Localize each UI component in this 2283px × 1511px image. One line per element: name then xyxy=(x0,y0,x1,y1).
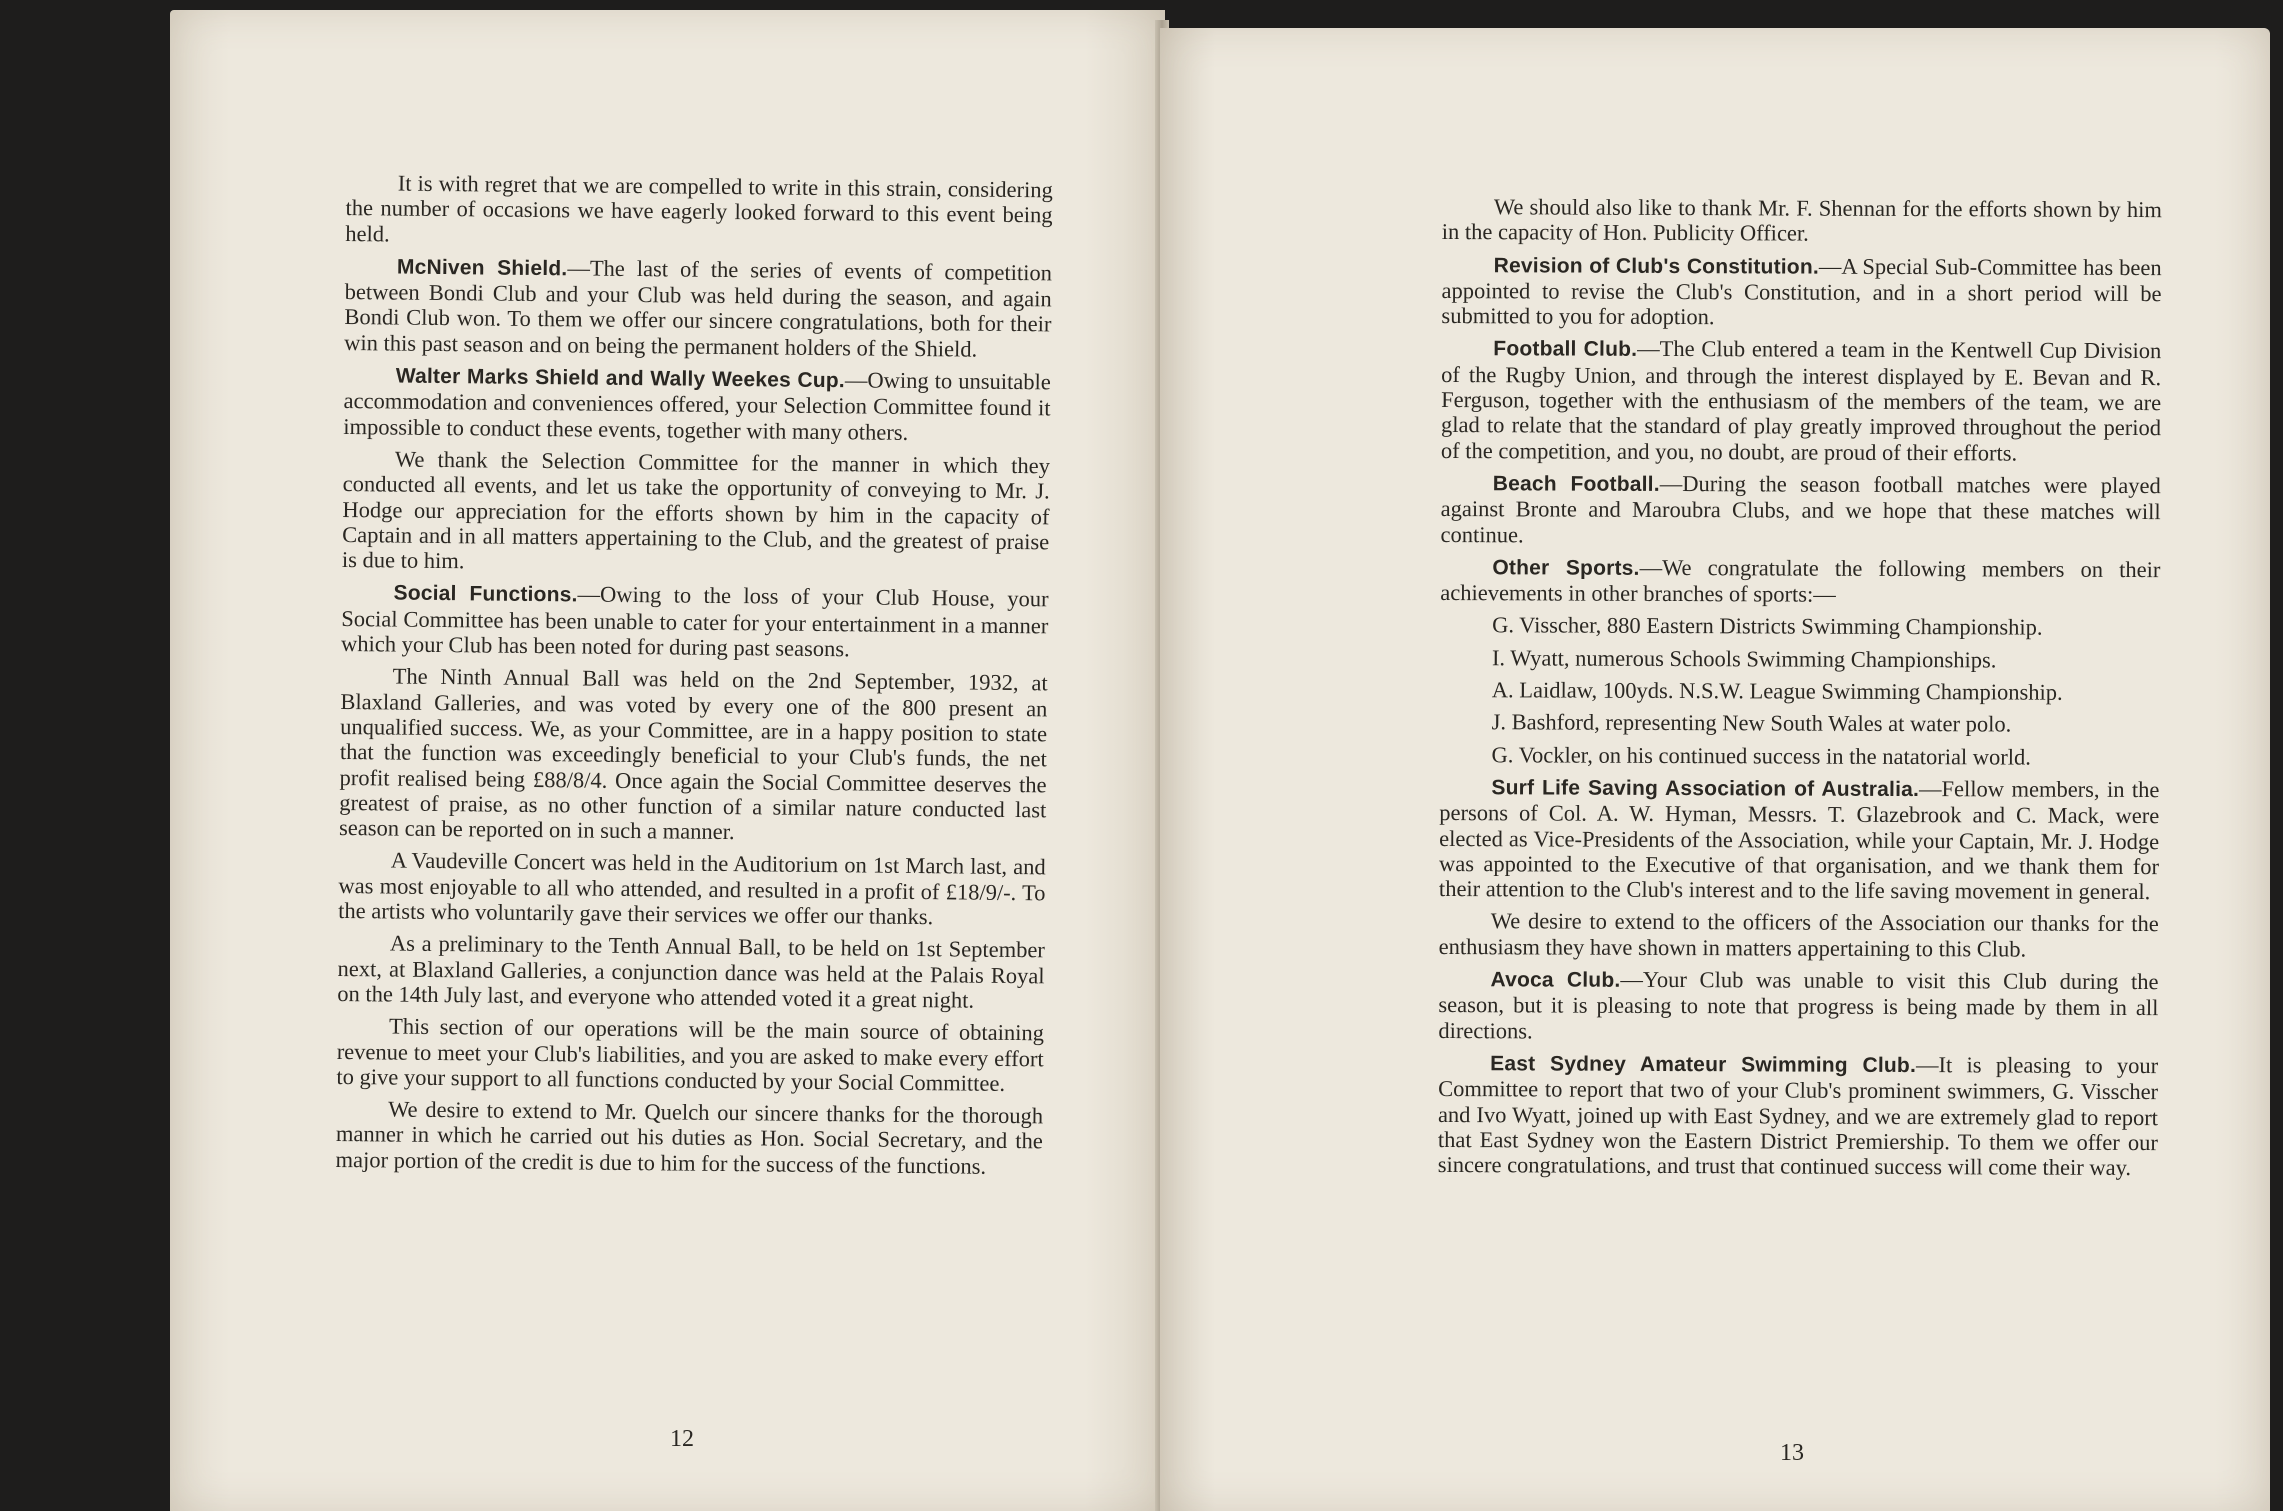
section-heading: Social Functions. xyxy=(393,581,578,607)
paragraph: We desire to extend to Mr. Quelch our sincere thanks for the thorough manner in which he carried out his duties as Hon. Social Secretary, and the major portion of the credit is due to him for the success of the functions. xyxy=(335,1096,1044,1179)
paragraph: We desire to extend to the officers of the Association our thanks for the enthusiasm they have shown in matters appertaining to this Club. xyxy=(1438,908,2159,962)
section-heading: East Sydney Amateur Swimming Club. xyxy=(1490,1052,1917,1077)
paragraph: East Sydney Amateur Swimming Club.—It is pleasing to your Committee to report that two of your Club's prominent swimmers, G. Visscher and Ivo Wyatt, joined up with East Sydney, and we are extremely glad to report that East Sydney won the Eastern District Premiership. To them we offer our sincere congratulations, and trust that continued success will come their way. xyxy=(1437,1051,2159,1181)
left-page xyxy=(170,10,1165,1511)
paragraph: Avoca Club.—Your Club was unable to visit this Club during the season, but it is pleasing to note that progress is being made by them in all directions. xyxy=(1438,966,2159,1044)
paragraph: Social Functions.—Owing to the loss of your Club House, your Social Committee has been unable to cater for your entertainment in a manner which your Club has been noted for during past seasons. xyxy=(340,581,1049,662)
booklet-spread xyxy=(170,10,2250,1511)
section-heading: Other Sports. xyxy=(1492,556,1640,580)
section-heading: Walter Marks Shield and Wally Weekes Cup. xyxy=(395,364,846,393)
paragraph: Surf Life Saving Association of Australia.—Fellow members, in the persons of Col. A. W. Hyman, Messrs. T. Glazebrook and C. Mack, were elected as Vice-Presidents of the Association, while your Captain, Mr. J. Hodge was appointed to the Executive of that organisation, and we thank them for their attention to the Club's interest and to the life saving movement in general. xyxy=(1438,776,2160,905)
right-page xyxy=(1160,28,2270,1511)
paragraph: A Vaudeville Concert was held in the Auditorium on 1st March last, and was most enjoyable to all who attended, and resulted in a profit of £18/9/-. To the artists who voluntarily gave their services we offer our thanks. xyxy=(338,847,1046,930)
section-heading: Beach Football. xyxy=(1492,472,1660,496)
paragraph: It is with regret that we are compelled to write in this strain, considering the number of occasions we have eagerly looked forward to this event being held. xyxy=(345,170,1053,247)
paragraph: Football Club.—The Club entered a team in the Kentwell Cup Division of the Rugby Union, and through the interest displayed by E. Bevan and R. Ferguson, together with the enthusiasm of the members of the team, we are glad to relate that the standard of play greatly improved throughout the period of the competition, and you, no doubt, are proud of their efforts. xyxy=(1440,336,2162,466)
list-item: G. Visscher, 880 Eastern Districts Swimming Championship. xyxy=(1492,612,2043,641)
section-heading: Surf Life Saving Association of Australia. xyxy=(1491,776,1920,802)
list-item: A. Laidlaw, 100yds. N.S.W. League Swimming Championship. xyxy=(1491,677,2063,705)
left-page-text xyxy=(335,170,1053,1186)
paragraph: The Ninth Annual Ball was held on the 2nd September, 1932, at Blaxland Galleries, and was voted by every one of the 800 present an unqualified success. We, as your Committee, are in a happy position to state that the function was exceedingly beneficial to your Club's funds, the net profit realised being £88/8/4. Once again the Social Committee deserves the greatest of praise, as no other function of a similar nature conducted last season can be reported on in such a manner. xyxy=(338,663,1048,845)
list-item: G. Vockler, on his continued success in the natatorial world. xyxy=(1491,741,2032,770)
right-page-text xyxy=(1438,194,2162,1188)
list-item: I. Wyatt, numerous Schools Swimming Championships. xyxy=(1491,644,1997,673)
paragraph: Revision of Club's Constitution.—A Special Sub-Committee has been appointed to revise the Club's Constitution, and in a short period will be submitted to you for adoption. xyxy=(1441,253,2162,330)
paragraph: As a preliminary to the Tenth Annual Ball, to be held on 1st September next, at Blaxland Galleries, a conjunction dance was held at the Palais Royal on the 14th July last, and everyone who attended voted it a great night. xyxy=(337,930,1045,1013)
paragraph: Walter Marks Shield and Wally Weekes Cup.—Owing to unsuitable accommodation and conveniences offered, your Selection Committee found it impossible to conduct these events, together with many others. xyxy=(343,364,1051,445)
paragraph: Beach Football.—During the season football matches were played against Bronte and Maroubra Clubs, and we hope that these matches will continue. xyxy=(1440,470,2161,547)
section-heading: Avoca Club. xyxy=(1490,968,1621,992)
paragraph: We should also like to thank Mr. F. Shennan for the efforts shown by him in the capacity of Hon. Publicity Officer. xyxy=(1441,194,2162,246)
section-heading: Revision of Club's Constitution. xyxy=(1493,253,1819,279)
section-heading: McNiven Shield. xyxy=(396,255,568,281)
paragraph: We thank the Selection Committee for the manner in which they conducted all events, and let us take the opportunity of conveying to Mr. J. Hodge our appreciation for the efforts shown by him in the capacity of Captain and in all matters appertaining to the Club, and the greatest of praise is due to him. xyxy=(341,446,1051,574)
paragraph: Other Sports.—We congratulate the following members on their achievements in other branches of sports:— xyxy=(1440,554,2161,607)
list-item: J. Bashford, representing New South Wales at water polo. xyxy=(1491,709,2012,737)
paragraph: This section of our operations will be the main source of obtaining revenue to meet your Club's liabilities, and you are asked to make every effort to give your support to all functions conducted by your Social Committee. xyxy=(336,1013,1045,1096)
page-number: 12 xyxy=(670,1426,694,1452)
section-heading: Football Club. xyxy=(1493,337,1638,362)
page-number: 13 xyxy=(1780,1440,1804,1466)
paragraph: McNiven Shield.—The last of the series of events of competition between Bondi Club and your Club was held during the season, and again Bondi Club won. To them we offer our sincere congratulations, both for their win this past season and on being the permanent holders of the Shield. xyxy=(344,255,1053,362)
